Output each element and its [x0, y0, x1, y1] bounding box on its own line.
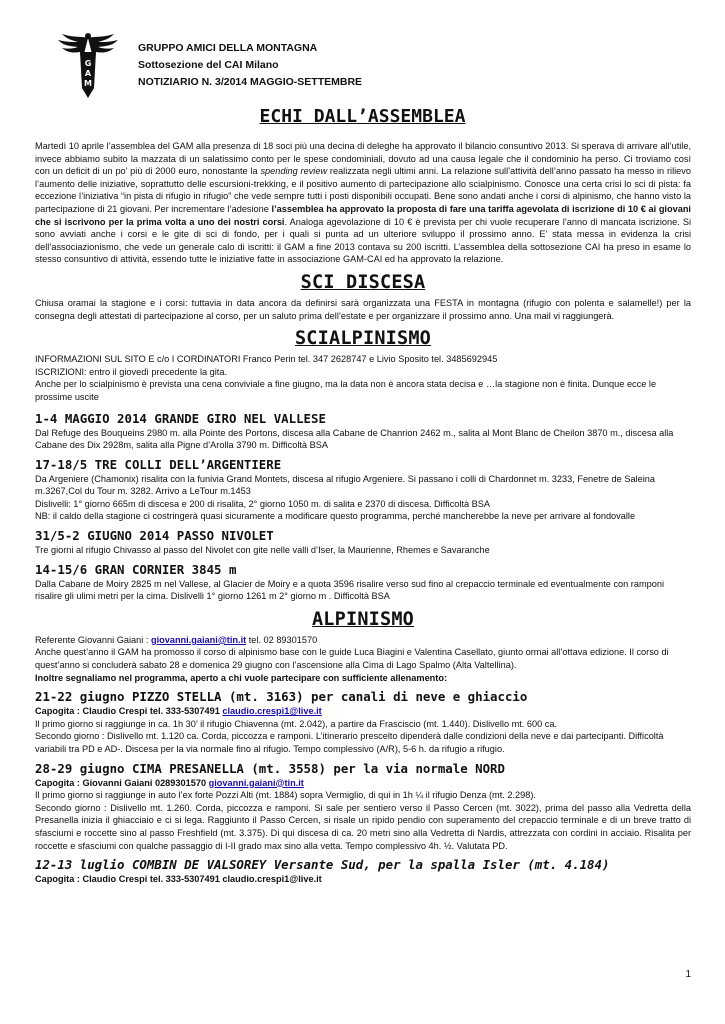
trip-text: Da Argeniere (Chamonix) risalita con la funivia Grand Montets, discesa al rifugio Argeniere. Si passano i colli di Chardonnet m. 3233, Fenetre de Saleina m.3267,Col du Tour m. 3282. Arrivo a LeTour m.1453	[35, 473, 655, 497]
assemblea-italic: spending review	[260, 166, 328, 177]
ref-email-link[interactable]: giovanni.gaiani@tin.it	[150, 634, 247, 645]
page-number: 1	[685, 969, 691, 980]
section-scialpinismo: SCIALPINISMO	[294, 328, 432, 350]
assemblea-text-1: Martedì 10 aprile l’assemblea del GAM alla presenza di 18 soci più una decina di deleghe ha approvato il bilancio consuntivo 2013. Si sperava di arrivare all’utile, invece abbiamo subito la mazzata di un salatissimo conto per le spese condominiali, dovuto ad una causa legale che il condominio ha perso. Ci troviamo così con un deficit di un po’ più di 2000 euro, nonostante la	[35, 141, 691, 177]
section-sci-discesa: SCI DISCESA	[300, 271, 426, 293]
alp-course: Anche quest’anno il GAM ha promosso il corso di alpinismo base con le guide Luca Biagini e Valentina Casellato, giunto ormai all’ottava edizione. Il corso di quest’anno si concluderà sabato 28 e domenica 29 giugno con l’ascensione alla Cima di Lago Spalmo (Alta Valtellina).	[35, 647, 669, 671]
capogita-email-link[interactable]: claudio.crespi1@live.it	[222, 706, 322, 717]
alp-program-intro: Inoltre segnaliamo nel programma, aperto a chi vuole partecipare con sufficiente allenamento:	[35, 672, 448, 683]
trip-text: Secondo giorno : Dislivello mt. 1.260. Corda, piccozza e ramponi. Si sale per sentiero verso il Passo Cercen (mt. 3022), prima del passo alla Vedretta della Presanella inizia il ghiacciaio e ci si lega. Raggiunto il Passo Cercen, si risale un ripido pendio con superamento del crepaccio terminale e di un breve tratto di sfasciumi e roccette sino al passo Freshfield (mt. 3.375). Di qui discesa di ca. 20 metri sino alla Vedretta di Nardis, attrezzata con cordini in acciaio. Risalita per roccette e sfasciumi con qualche passaggio di I-II grado max sino alla vetta. Tempo complessivo 4h. ½. Valutata PD.	[35, 802, 691, 851]
trip-title: 14-15/6 GRAN CORNIER 3845 m	[35, 561, 237, 577]
trip-capogita: Capogita : Claudio Crespi tel. 333-5307491 claudio.crespi1@live.it	[35, 874, 322, 885]
trip-title: 28-29 giugno CIMA PRESANELLA (mt. 3558) per la via normale NORD	[35, 760, 505, 776]
logo-letter-a: A	[84, 69, 92, 78]
assemblea-text-2: realizzata negli ultimi anni. La relazione sull’attività dell’anno passato ha messo in rilievo l’aumento delle iniziative, soprattutto delle escursioni-trekking, e il positivo aumento di partecipazione allo scialpinismo. Conosce una certa crisi lo sci di pista: fa eccezione l’iniziativa “in pista di rifugio in rifugio” che vede sempre tutti i posti disponibili occupati. Bene sono andati anche i corsi di alpinismo, che hanno visto la partecipazione di 21 giovani. Per incrementare l’adesione	[35, 166, 691, 214]
ref-tel: tel. 02 89301570	[246, 634, 318, 645]
sci-text: Chiusa oramai la stagione e i corsi: tuttavia in data ancora da definirsi sarà organizzata una FESTA in montagna (rifugio con polenta e salamelle!) per la consegna degli attestati di partecipazione al corso, per un saluto prima dell’estate e per organizzare il prossimo anno. Una mail vi raggiungerà.	[35, 297, 691, 321]
trip-title: 17-18/5 TRE COLLI DELL’ARGENTIERE	[35, 456, 282, 472]
logo-letter-m: M	[84, 79, 92, 88]
trip-text: Il primo giorno si raggiunge in ca. 1h 30’ il rifugio Chiavenna (mt. 2.042), a partire da Frasciscio (mt. 1.440). Dislivello mt. 600 ca.	[35, 718, 558, 729]
scialp-intro: Anche per lo scialpinismo è prevista una cena conviviale a fine giugno, ma la data non è ancora stata decisa e …la stagione non è finita. Dunque ecce le prossime uscite	[35, 379, 657, 402]
trip-capogita	[35, 705, 691, 718]
main-title: ECHI DALL’ASSEMBLEA	[259, 106, 466, 127]
trip-title: 1-4 MAGGIO 2014 GRANDE GIRO NEL VALLESE	[35, 410, 326, 426]
trip-title: 31/5-2 GIUGNO 2014 PASSO NIVOLET	[35, 528, 274, 544]
logo-letter-g: G	[84, 59, 92, 68]
header-issue: NOTIZIARIO N. 3/2014 MAGGIO-SETTEMBRE	[138, 76, 363, 88]
assemblea-paragraph	[35, 140, 691, 266]
trip-title: 12-13 luglio COMBIN DE VALSOREY Versante Sud, per la spalla Isler (mt. 4.184)	[35, 857, 610, 873]
capogita-label: Capogita : Giovanni Gaiani 0289301570	[35, 777, 207, 788]
trip-text: Dalla Cabane de Moiry 2825 m nel Vallese, al Glacier de Moiry e a quota 3596 risalire verso sud fino al crepaccio terminale ed eventualmente con ramponi risalire gli ulimi metri per la cima. Dislivelli 1° giorno 1261 m 2° giorno m . Difficoltà BSA	[35, 578, 664, 602]
trip-text: Il primo giorno si raggiunge in auto l’ex forte Pozzi Alti (mt. 1884) sopra Vermiglio, di qui in 1h ¼ il rifugio Denza (mt. 2.298).	[35, 790, 536, 801]
trip-title: 21-22 giugno PIZZO STELLA (mt. 3163) per canali di neve e ghiaccio	[35, 689, 528, 705]
content	[35, 140, 691, 886]
trip-note: NB: il caldo della stagione ci costringerà quasi sicuramente a modificare questo programma, perché mancherebbe la neve per arrivare al fondovalle	[35, 511, 636, 522]
trip-text: Tre giorni al rifugio Chivasso al passo del Nivolet con gite nelle valli d’Iser, la Maurienne, Rhemes e Savaranche	[35, 545, 490, 556]
assemblea-text-3: . Analoga agevolazione di 10 € è prevista per chi vuole recuperare l’anno di mancata iscrizione. Si sono avviati anche i corsi e le gite di sci di fondo, per i quali si punta ad un ulteriore sviluppo il prossimo anno. E’ stata messa in evidenza la crisi dell’associazionismo, che vede un generale calo di iscritti: il GAM a fine 2013 contava su 200 iscritti. L’assemblea della sottosezione CAI ha preso in esame lo stesso consuntivo di attività, essendo tutte le iniziative fatte in associazione GAM-CAI ed ha approvato la relazione.	[35, 216, 692, 265]
header-subsection: Sottosezione del CAI Milano	[138, 59, 279, 71]
gam-eagle-logo	[52, 28, 124, 100]
scialp-info: INFORMAZIONI SUL SITO E c/o I CORDINATORI Franco Perin tel. 347 2628747 e Livio Sposito tel. 3485692945	[35, 354, 498, 365]
scialp-iscrizioni: ISCRIZIONI: entro il giovedì precedente la gita.	[35, 366, 228, 377]
newsletter-header	[138, 40, 362, 91]
ref-label: Referente Giovanni Gaiani :	[35, 634, 149, 645]
capogita-email-link[interactable]: giovanni.gaiani@tin.it	[208, 777, 304, 788]
capogita-label: Capogita : Claudio Crespi tel. 333-5307491	[35, 706, 220, 717]
trip-text: Dal Refuge des Bouqueins 2980 m. alla Pointe des Portons, discesa alla Cabane de Chanrion 2462 m., salita al Mont Blanc de Cheilon 3870 m., discesa alla Cabane des Dix 2928m, salita alla Pigne d’Arolla 3790 m. Difficoltà BSA	[35, 427, 674, 451]
trip-text: Secondo giorno : Dislivello mt. 1.120 ca. Corda, piccozza e ramponi. L’itinerario prescelto dipenderà dalle condizioni della neve e dai partecipanti. Difficoltà variabili tra PD e AD-. Discesa per la via normale fino al rifugio. Tempo complessivo (A/R), 5-6 h. da rifugio a rifugio.	[35, 731, 664, 754]
section-alpinismo: ALPINISMO	[311, 608, 415, 630]
trip-capogita	[35, 777, 691, 790]
assemblea-bold: l’assemblea ha approvato la proposta di fare una tariffa agevolata di iscrizione di 10 € ai giovani che si iscrivono per la prima volta a uno dei nostri corsi	[35, 203, 691, 227]
alp-referente	[35, 634, 691, 647]
header-org: GRUPPO AMICI DELLA MONTAGNA	[138, 42, 318, 54]
trip-text: Dislivelli: 1° giorno 665m di discesa e 200 di risalita, 2° giorno 1050 m. di salita e 2370 di discesa. Difficoltà BSA	[35, 498, 491, 509]
